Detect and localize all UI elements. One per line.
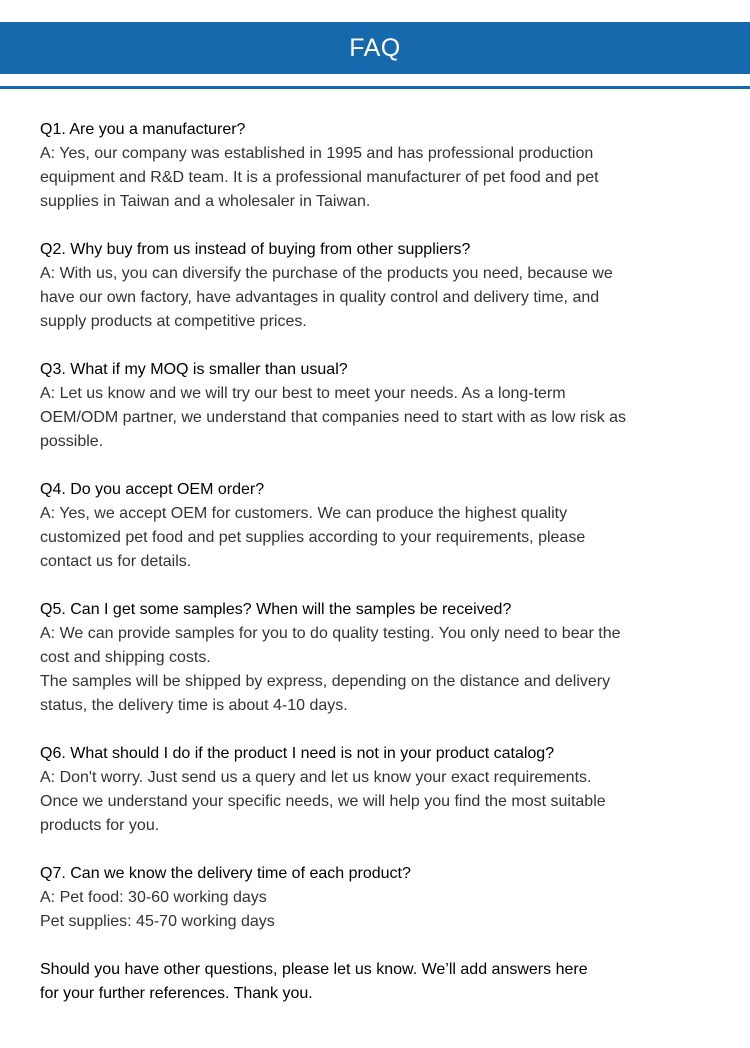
faq-answer-line: contact us for details. [40,553,192,570]
header-divider [0,86,750,89]
faq-answer-line: Once we understand your specific needs, we will help you find the most suitable [40,793,606,810]
faq-answer-line: A: Yes, we accept OEM for customers. We can produce the highest quality [40,505,568,522]
faq-answer-line: A: Pet food: 30-60 working days [40,889,267,906]
faq-question: Q1. Are you a manufacturer? [40,121,246,138]
faq-answer-line: possible. [40,433,104,450]
faq-item-q5 [40,598,720,718]
closing-line: for your further references. Thank you. [40,985,313,1002]
faq-answer-line: Pet supplies: 45-70 working days [40,913,275,930]
faq-item-q2 [40,238,720,334]
faq-question: Q6. What should I do if the product I need is not in your product catalog? [40,745,555,762]
faq-answer-line: status, the delivery time is about 4-10 days. [40,697,348,714]
header-bar [0,22,750,74]
faq-item-q1 [40,118,720,214]
faq-question: Q5. Can I get some samples? When will the samples be received? [40,601,512,618]
faq-question: Q2. Why buy from us instead of buying from other suppliers? [40,241,471,258]
faq-item-q7 [40,862,720,934]
closing-line: Should you have other questions, please let us know. We’ll add answers here [40,961,588,978]
faq-answer-line: A: With us, you can diversify the purchase of the products you need, because we [40,265,613,282]
faq-answer-line: equipment and R&D team. It is a professional manufacturer of pet food and pet [40,169,599,186]
faq-question: Q3. What if my MOQ is smaller than usual? [40,361,348,378]
faq-item-q4 [40,478,720,574]
faq-answer-line: supplies in Taiwan and a wholesaler in Taiwan. [40,193,371,210]
faq-item-q3 [40,358,720,454]
faq-item-q6 [40,742,720,838]
faq-answer-line: A: Yes, our company was established in 1995 and has professional production [40,145,594,162]
faq-answer-line: supply products at competitive prices. [40,313,307,330]
faq-answer-line: cost and shipping costs. [40,649,211,666]
faq-answer-line: A: Don't worry. Just send us a query and let us know your exact requirements. [40,769,592,786]
faq-answer-line: have our own factory, have advantages in quality control and delivery time, and [40,289,600,306]
faq-question: Q7. Can we know the delivery time of each product? [40,865,411,882]
faq-question: Q4. Do you accept OEM order? [40,481,265,498]
faq-answer-line: OEM/ODM partner, we understand that companies need to start with as low risk as [40,409,627,426]
faq-answer-line: products for you. [40,817,160,834]
page-title: FAQ [349,33,401,62]
closing-note [40,958,720,1006]
faq-answer-line: A: We can provide samples for you to do quality testing. You only need to bear the [40,625,621,642]
faq-answer-line: customized pet food and pet supplies according to your requirements, please [40,529,586,546]
faq-content [40,118,720,1030]
faq-answer-line: The samples will be shipped by express, depending on the distance and delivery [40,673,611,690]
faq-answer-line: A: Let us know and we will try our best to meet your needs. As a long-term [40,385,566,402]
